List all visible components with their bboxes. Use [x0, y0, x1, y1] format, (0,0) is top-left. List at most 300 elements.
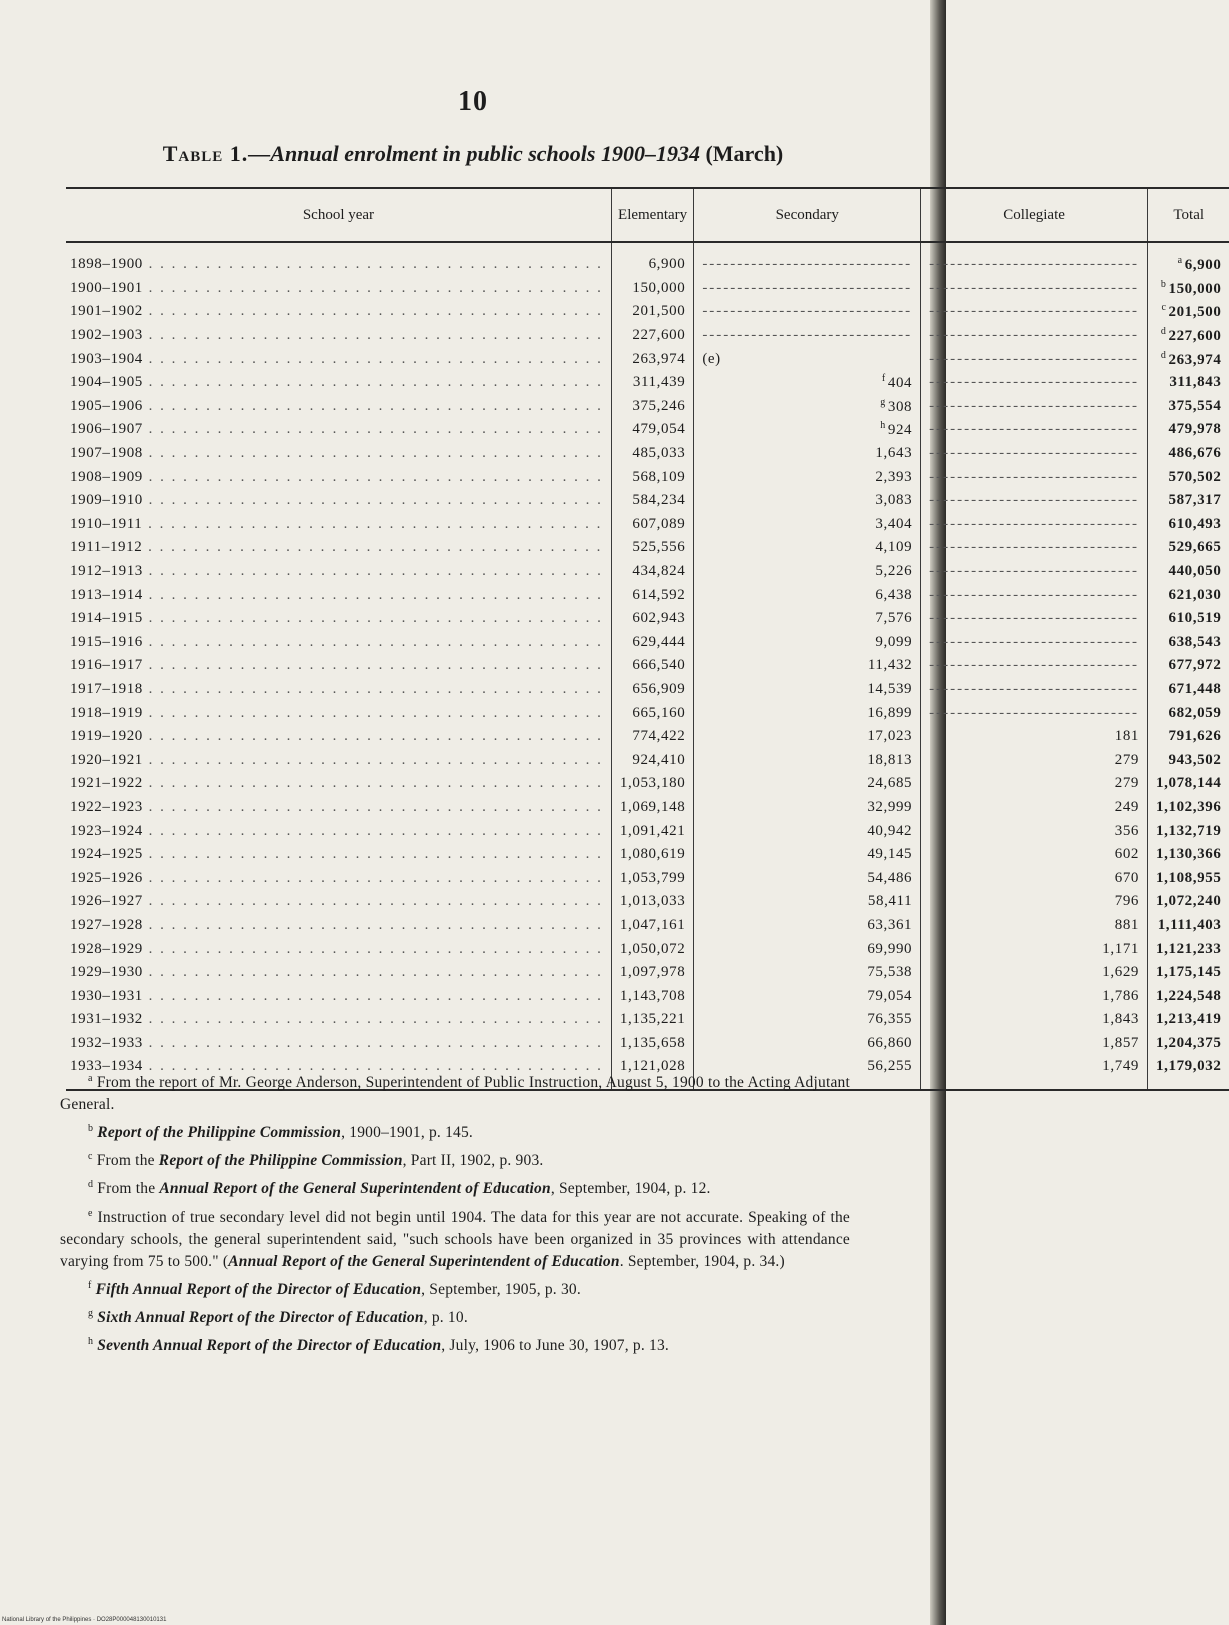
dot-leader: . . . . . . . . . . . . . . . . . . . . . . . . . . . . . . . . . . . . . . . .	[142, 893, 603, 910]
cell-school-year	[66, 300, 611, 324]
cell-total	[1148, 1032, 1229, 1056]
cell-elementary-value: 525,556	[632, 539, 686, 556]
cell-elementary	[611, 536, 693, 560]
cell-collegiate-value: 249	[1114, 798, 1140, 815]
cell-elementary-value: 263,974	[632, 350, 686, 367]
cell-total-value: 587,317	[1168, 492, 1222, 509]
cell-school-year	[66, 866, 611, 890]
dot-leader: . . . . . . . . . . . . . . . . . . . . . . . . . . . . . . . . . . . . . . . .	[142, 657, 603, 674]
cell-secondary-value: 18,813	[867, 751, 913, 768]
cell-total-value: 375,554	[1168, 397, 1222, 414]
cell-collegiate-value: 1,171	[1102, 940, 1140, 957]
footnote-text: , September, 1905, p. 30.	[421, 1280, 581, 1298]
cell-school-year	[66, 748, 611, 772]
table-row	[66, 678, 1229, 702]
cell-secondary	[694, 914, 921, 938]
cell-total-value: 1,072,240	[1156, 893, 1222, 910]
school-year-text: 1911–1912	[70, 539, 143, 556]
table-title-suffix: (March)	[705, 141, 784, 166]
school-year-text: 1916–1917	[70, 657, 143, 674]
cell-collegiate: ------------------------------	[921, 536, 1148, 560]
cell-secondary-value: 58,411	[867, 893, 913, 910]
cell-elementary	[611, 277, 693, 301]
school-year-text: 1930–1931	[70, 987, 143, 1004]
header-elementary: Elementary	[611, 188, 693, 242]
table-row	[66, 418, 1229, 442]
footnote-a	[60, 1068, 850, 1116]
table-row	[66, 277, 1229, 301]
cell-collegiate-value: 796	[1114, 893, 1140, 910]
cell-elementary-value: 1,050,072	[619, 940, 686, 957]
cell-secondary	[694, 442, 921, 466]
cell-total	[1148, 442, 1229, 466]
table-row	[66, 395, 1229, 419]
footnote-source-title: Fifth Annual Report of the Director of Education	[95, 1280, 422, 1298]
cell-collegiate: ------------------------------	[921, 631, 1148, 655]
cell-school-year	[66, 772, 611, 796]
school-year-text: 1929–1930	[70, 964, 143, 981]
cell-total-value: 1,121,233	[1156, 940, 1222, 957]
cell-secondary	[694, 607, 921, 631]
cell-secondary-value: 2,393	[875, 468, 913, 485]
footnote-text: , p. 10.	[423, 1309, 468, 1327]
dot-leader: . . . . . . . . . . . . . . . . . . . . . . . . . . . . . . . . . . . . . . . .	[142, 374, 603, 391]
cell-total-value: 1,130,366	[1156, 846, 1222, 863]
cell-total-value: 1,108,955	[1156, 869, 1222, 886]
cell-total	[1148, 866, 1229, 890]
cell-elementary-value: 1,135,658	[619, 1034, 686, 1051]
cell-total	[1148, 748, 1229, 772]
cell-total	[1148, 819, 1229, 843]
school-year-text: 1903–1904	[70, 350, 143, 367]
school-year-text: 1900–1901	[70, 279, 143, 296]
cell-elementary	[611, 300, 693, 324]
cell-elementary-value: 479,054	[632, 421, 686, 438]
cell-total-value: 610,493	[1168, 515, 1222, 532]
school-year-text: 1918–1919	[70, 704, 143, 721]
dot-leader: . . . . . . . . . . . . . . . . . . . . . . . . . . . . . . . . . . . . . . . .	[142, 279, 603, 296]
footnote-mark: f	[88, 1279, 92, 1291]
cell-total-value: 1,179,032	[1156, 1058, 1222, 1075]
footnote-marker: h	[880, 420, 886, 432]
cell-collegiate	[921, 984, 1148, 1008]
school-year-text: 1933–1934	[70, 1058, 143, 1075]
cell-collegiate: ------------------------------	[921, 654, 1148, 678]
dot-leader: . . . . . . . . . . . . . . . . . . . . . . . . . . . . . . . . . . . . . . . .	[142, 445, 603, 462]
cell-collegiate	[921, 961, 1148, 985]
cell-total-value: 570,502	[1168, 468, 1222, 485]
cell-elementary-value: 1,121,028	[619, 1058, 686, 1075]
cell-school-year	[66, 371, 611, 395]
footnote-source-title: Annual Report of the General Superintendent of Education	[228, 1252, 620, 1270]
footnote-marker: g	[880, 396, 886, 408]
dot-leader: . . . . . . . . . . . . . . . . . . . . . . . . . . . . . . . . . . . . . . . .	[142, 303, 603, 320]
cell-total-value: 479,978	[1168, 421, 1222, 438]
school-year-text: 1906–1907	[70, 421, 143, 438]
table-row	[66, 607, 1229, 631]
cell-secondary-value: 54,486	[867, 869, 913, 886]
school-year-text: 1913–1914	[70, 586, 143, 603]
school-year-text: 1905–1906	[70, 397, 143, 414]
cell-elementary-value: 434,824	[632, 563, 686, 580]
cell-total	[1148, 890, 1229, 914]
cell-elementary	[611, 796, 693, 820]
cell-collegiate: ------------------------------	[921, 277, 1148, 301]
footnote-source-title: Seventh Annual Report of the Director of Education	[97, 1337, 442, 1355]
cell-secondary	[694, 890, 921, 914]
cell-secondary-value: 3,083	[875, 492, 913, 509]
cell-secondary-value: 17,023	[867, 728, 913, 745]
dot-leader: . . . . . . . . . . . . . . . . . . . . . . . . . . . . . . . . . . . . . . . .	[142, 539, 603, 556]
footnote-marker: d	[1160, 349, 1167, 361]
cell-elementary	[611, 1032, 693, 1056]
footnote-text: , 1900–1901, p. 145.	[341, 1124, 473, 1142]
cell-elementary	[611, 819, 693, 843]
cell-total	[1148, 300, 1229, 324]
cell-school-year	[66, 725, 611, 749]
dot-leader: . . . . . . . . . . . . . . . . . . . . . . . . . . . . . . . . . . . . . . . .	[142, 515, 603, 532]
footnote-text: From the	[97, 1180, 160, 1198]
cell-elementary-value: 485,033	[632, 445, 686, 462]
cell-total-value: 1,224,548	[1156, 987, 1222, 1004]
cell-school-year	[66, 701, 611, 725]
cell-total-value: 1,111,403	[1157, 916, 1222, 933]
table-row	[66, 513, 1229, 537]
cell-collegiate: ------------------------------	[921, 418, 1148, 442]
dot-leader: . . . . . . . . . . . . . . . . . . . . . . . . . . . . . . . . . . . . . . . .	[142, 610, 603, 627]
school-year-text: 1926–1927	[70, 893, 143, 910]
dot-leader: . . . . . . . . . . . . . . . . . . . . . . . . . . . . . . . . . . . . . . . .	[142, 633, 603, 650]
dot-leader: . . . . . . . . . . . . . . . . . . . . . . . . . . . . . . . . . . . . . . . .	[142, 822, 603, 839]
footnote-mark: a	[88, 1073, 93, 1084]
cell-collegiate: ------------------------------	[921, 513, 1148, 537]
table-row	[66, 701, 1229, 725]
cell-elementary	[611, 654, 693, 678]
cell-school-year	[66, 631, 611, 655]
table-row	[66, 843, 1229, 867]
cell-secondary-value: 5,226	[875, 563, 913, 580]
footnote-mark: b	[88, 1123, 94, 1135]
cell-elementary-value: 665,160	[632, 704, 686, 721]
cell-school-year	[66, 583, 611, 607]
dot-leader: . . . . . . . . . . . . . . . . . . . . . . . . . . . . . . . . . . . . . . . .	[142, 421, 603, 438]
school-year-text: 1921–1922	[70, 775, 143, 792]
cell-secondary-value: 49,145	[867, 846, 913, 863]
footnote-d	[60, 1174, 850, 1200]
cell-school-year	[66, 242, 611, 277]
cell-collegiate: ------------------------------	[921, 395, 1148, 419]
cell-elementary	[611, 843, 693, 867]
cell-elementary-value: 614,592	[632, 586, 686, 603]
cell-secondary	[694, 984, 921, 1008]
dot-leader: . . . . . . . . . . . . . . . . . . . . . . . . . . . . . . . . . . . . . . . .	[142, 728, 603, 745]
dot-leader: . . . . . . . . . . . . . . . . . . . . . . . . . . . . . . . . . . . . . . . .	[142, 397, 603, 414]
cell-collegiate: ------------------------------	[921, 701, 1148, 725]
cell-secondary	[694, 819, 921, 843]
cell-secondary: ------------------------------	[694, 324, 921, 348]
cell-elementary-value: 227,600	[632, 327, 686, 344]
cell-school-year	[66, 984, 611, 1008]
cell-collegiate-value: 356	[1114, 822, 1140, 839]
cell-total-value: 227,600	[1168, 328, 1222, 345]
cell-secondary-value: 1,643	[875, 445, 913, 462]
dot-leader: . . . . . . . . . . . . . . . . . . . . . . . . . . . . . . . . . . . . . . . .	[142, 798, 603, 815]
dot-leader: . . . . . . . . . . . . . . . . . . . . . . . . . . . . . . . . . . . . . . . .	[142, 327, 603, 344]
cell-collegiate	[921, 819, 1148, 843]
cell-total-value: 1,213,419	[1156, 1011, 1222, 1028]
dot-leader: . . . . . . . . . . . . . . . . . . . . . . . . . . . . . . . . . . . . . . . .	[142, 916, 603, 933]
cell-school-year	[66, 607, 611, 631]
cell-elementary	[611, 442, 693, 466]
cell-collegiate: ------------------------------	[921, 560, 1148, 584]
footnotes	[60, 1068, 850, 1359]
cell-school-year	[66, 961, 611, 985]
cell-secondary-value: 24,685	[867, 775, 913, 792]
footnote-mark: d	[88, 1179, 94, 1191]
dot-leader: . . . . . . . . . . . . . . . . . . . . . . . . . . . . . . . . . . . . . . . .	[142, 704, 603, 721]
cell-elementary-value: 6,900	[648, 256, 686, 273]
cell-collegiate	[921, 890, 1148, 914]
cell-secondary	[694, 937, 921, 961]
cell-total	[1148, 772, 1229, 796]
cell-total	[1148, 607, 1229, 631]
cell-total-value: 486,676	[1168, 445, 1222, 462]
cell-elementary	[611, 984, 693, 1008]
cell-collegiate-value: 181	[1114, 728, 1140, 745]
cell-school-year	[66, 442, 611, 466]
footer-credit: National Library of the Philippines · DO28P000048130010131	[2, 1617, 167, 1623]
cell-collegiate-value: 279	[1114, 751, 1140, 768]
cell-secondary: ------------------------------	[694, 277, 921, 301]
dot-leader: . . . . . . . . . . . . . . . . . . . . . . . . . . . . . . . . . . . . . . . .	[142, 256, 603, 273]
cell-secondary-value: 75,538	[867, 964, 913, 981]
cell-secondary-value: (e)	[702, 350, 721, 367]
cell-secondary	[694, 772, 921, 796]
cell-elementary-value: 375,246	[632, 397, 686, 414]
header-school-year: School year	[66, 188, 611, 242]
school-year-text: 1927–1928	[70, 916, 143, 933]
footnote-source-title: Report of the Philippine Commission	[158, 1152, 403, 1170]
cell-total	[1148, 513, 1229, 537]
cell-elementary	[611, 772, 693, 796]
cell-total	[1148, 347, 1229, 371]
cell-collegiate: ------------------------------	[921, 324, 1148, 348]
footnote-marker: a	[1177, 255, 1183, 267]
cell-secondary	[694, 843, 921, 867]
school-year-text: 1924–1925	[70, 846, 143, 863]
footnote-text: , Part II, 1902, p. 903.	[402, 1152, 544, 1170]
cell-elementary	[611, 1008, 693, 1032]
cell-total	[1148, 1055, 1229, 1090]
cell-elementary-value: 201,500	[632, 303, 686, 320]
cell-collegiate	[921, 1055, 1148, 1090]
table-title-text: —Annual enrolment in public schools 1900–1934	[248, 141, 700, 166]
cell-secondary-value: 63,361	[867, 916, 913, 933]
school-year-text: 1922–1923	[70, 798, 143, 815]
cell-total	[1148, 583, 1229, 607]
cell-total	[1148, 654, 1229, 678]
table-header-row	[66, 188, 1229, 242]
cell-collegiate	[921, 796, 1148, 820]
table-row	[66, 560, 1229, 584]
cell-total	[1148, 984, 1229, 1008]
cell-collegiate: ------------------------------	[921, 678, 1148, 702]
table-row	[66, 442, 1229, 466]
footnote-source-title: Annual Report of the General Superintendent of Education	[159, 1180, 551, 1198]
footnote-source-title: Sixth Annual Report of the Director of Education	[97, 1309, 424, 1327]
cell-secondary-value: 16,899	[867, 704, 913, 721]
footnote-marker: c	[1161, 302, 1167, 314]
cell-elementary	[611, 748, 693, 772]
cell-elementary	[611, 937, 693, 961]
table-row	[66, 631, 1229, 655]
cell-collegiate	[921, 725, 1148, 749]
dot-leader: . . . . . . . . . . . . . . . . . . . . . . . . . . . . . . . . . . . . . . . .	[142, 846, 603, 863]
cell-collegiate	[921, 748, 1148, 772]
school-year-text: 1915–1916	[70, 633, 143, 650]
table-label: Table 1.	[162, 141, 249, 166]
table-row	[66, 242, 1229, 277]
cell-total	[1148, 277, 1229, 301]
cell-total-value: 440,050	[1168, 563, 1222, 580]
cell-elementary-value: 584,234	[632, 492, 686, 509]
cell-total	[1148, 489, 1229, 513]
cell-elementary-value: 1,053,180	[619, 775, 686, 792]
cell-elementary	[611, 395, 693, 419]
cell-secondary	[694, 701, 921, 725]
footnote-g	[60, 1303, 850, 1329]
school-year-text: 1912–1913	[70, 563, 143, 580]
cell-collegiate: ------------------------------	[921, 583, 1148, 607]
cell-collegiate: ------------------------------	[921, 347, 1148, 371]
cell-secondary-value: 308	[887, 398, 913, 415]
table-row	[66, 465, 1229, 489]
cell-elementary-value: 924,410	[632, 751, 686, 768]
dot-leader: . . . . . . . . . . . . . . . . . . . . . . . . . . . . . . . . . . . . . . . .	[142, 1058, 603, 1075]
school-year-text: 1925–1926	[70, 869, 143, 886]
cell-school-year	[66, 513, 611, 537]
cell-collegiate-value: 1,843	[1102, 1011, 1140, 1028]
cell-total-value: 791,626	[1168, 728, 1222, 745]
cell-elementary-value: 1,135,221	[619, 1011, 686, 1028]
cell-collegiate	[921, 772, 1148, 796]
cell-total	[1148, 465, 1229, 489]
cell-elementary-value: 311,439	[632, 374, 686, 391]
dot-leader: . . . . . . . . . . . . . . . . . . . . . . . . . . . . . . . . . . . . . . . .	[142, 586, 603, 603]
cell-total	[1148, 1008, 1229, 1032]
cell-elementary-value: 607,089	[632, 515, 686, 532]
table-row	[66, 796, 1229, 820]
dot-leader: . . . . . . . . . . . . . . . . . . . . . . . . . . . . . . . . . . . . . . . .	[142, 940, 603, 957]
cell-school-year	[66, 1008, 611, 1032]
school-year-text: 1904–1905	[70, 374, 143, 391]
cell-total	[1148, 536, 1229, 560]
cell-elementary-value: 1,097,978	[619, 964, 686, 981]
dot-leader: . . . . . . . . . . . . . . . . . . . . . . . . . . . . . . . . . . . . . . . .	[142, 964, 603, 981]
cell-collegiate	[921, 843, 1148, 867]
footnote-text: Instruction of true secondary level did not begin until 1904. The data for this year are not accurate. Speaking of the secondary schools, the general superintendent said, "such schools have been organized in 35 provinces with attendance varying from 75 to 500." (	[60, 1208, 851, 1270]
cell-collegiate: ------------------------------	[921, 465, 1148, 489]
cell-elementary	[611, 607, 693, 631]
cell-elementary	[611, 324, 693, 348]
cell-collegiate	[921, 1008, 1148, 1032]
header-secondary: Secondary	[694, 188, 921, 242]
cell-elementary	[611, 631, 693, 655]
cell-secondary-value: 11,432	[867, 657, 913, 674]
cell-collegiate-value: 602	[1114, 846, 1140, 863]
cell-elementary	[611, 583, 693, 607]
cell-collegiate: ------------------------------	[921, 300, 1148, 324]
cell-secondary-value: 76,355	[867, 1011, 913, 1028]
cell-secondary	[694, 536, 921, 560]
cell-school-year	[66, 418, 611, 442]
cell-elementary-value: 1,080,619	[619, 846, 686, 863]
footnote-mark: e	[88, 1207, 93, 1219]
cell-elementary	[611, 418, 693, 442]
cell-elementary-value: 629,444	[632, 633, 686, 650]
footnote-text: From the report of Mr. George Anderson, Superintendent of Public Instruction, August 5, 1900 to the Acting Adjutant General.	[60, 1074, 850, 1114]
cell-secondary	[694, 465, 921, 489]
cell-school-year	[66, 796, 611, 820]
cell-secondary	[694, 513, 921, 537]
cell-elementary-value: 1,069,148	[619, 798, 686, 815]
page-number: 10	[458, 86, 488, 117]
cell-total-value: 682,059	[1168, 704, 1222, 721]
cell-total	[1148, 843, 1229, 867]
cell-elementary-value: 1,053,799	[619, 869, 686, 886]
cell-elementary	[611, 914, 693, 938]
table-row	[66, 300, 1229, 324]
dot-leader: . . . . . . . . . . . . . . . . . . . . . . . . . . . . . . . . . . . . . . . .	[142, 680, 603, 697]
cell-school-year	[66, 1032, 611, 1056]
cell-total-value: 529,665	[1168, 539, 1222, 556]
footnote-mark: h	[88, 1336, 94, 1348]
dot-leader: . . . . . . . . . . . . . . . . . . . . . . . . . . . . . . . . . . . . . . . .	[142, 987, 603, 1004]
cell-secondary	[694, 560, 921, 584]
cell-secondary-value: 32,999	[867, 798, 913, 815]
footnote-marker: d	[1160, 326, 1167, 338]
cell-total-value: 621,030	[1168, 586, 1222, 603]
cell-secondary-value: 14,539	[867, 680, 913, 697]
school-year-text: 1920–1921	[70, 751, 143, 768]
header-total: Total	[1148, 188, 1229, 242]
cell-school-year	[66, 465, 611, 489]
table-row	[66, 583, 1229, 607]
cell-school-year	[66, 890, 611, 914]
cell-total-value: 1,102,396	[1156, 798, 1222, 815]
school-year-text: 1919–1920	[70, 728, 143, 745]
cell-total	[1148, 937, 1229, 961]
dot-leader: . . . . . . . . . . . . . . . . . . . . . . . . . . . . . . . . . . . . . . . .	[142, 751, 603, 768]
cell-elementary	[611, 242, 693, 277]
cell-secondary	[694, 1032, 921, 1056]
cell-total-value: 943,502	[1168, 751, 1222, 768]
cell-total	[1148, 796, 1229, 820]
cell-elementary	[611, 961, 693, 985]
cell-school-year	[66, 324, 611, 348]
cell-collegiate-value: 1,857	[1102, 1034, 1140, 1051]
cell-secondary	[694, 1008, 921, 1032]
school-year-text: 1910–1911	[70, 515, 143, 532]
cell-school-year	[66, 819, 611, 843]
cell-secondary	[694, 796, 921, 820]
school-year-text: 1917–1918	[70, 680, 143, 697]
dot-leader: . . . . . . . . . . . . . . . . . . . . . . . . . . . . . . . . . . . . . . . .	[142, 492, 603, 509]
cell-total	[1148, 961, 1229, 985]
school-year-text: 1932–1933	[70, 1034, 143, 1051]
cell-secondary	[694, 961, 921, 985]
cell-school-year	[66, 536, 611, 560]
